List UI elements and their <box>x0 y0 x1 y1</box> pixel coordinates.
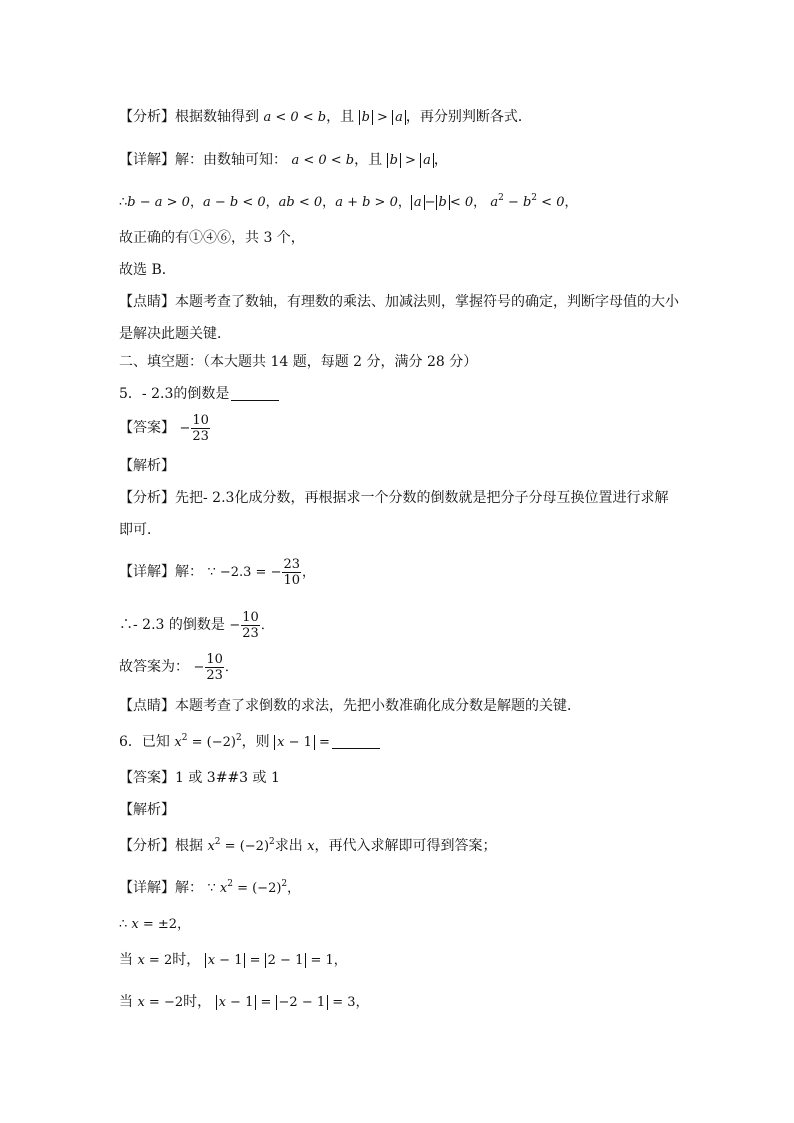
q5-analysis-text: 先把- 2.3化成分数，再根据求一个分数的倒数就是把分子分母互换位置进行求解 <box>175 490 669 506</box>
q6-x-values <box>119 914 190 935</box>
math-results: ∴b − a > 0，a − b < 0，ab < 0，a + b > 0， a − b < 0， $a^2 - b^2 < 0$， <box>119 193 578 210</box>
q5-stem <box>119 384 279 404</box>
analysis-text-b: ，且 <box>326 109 355 125</box>
p4-detail-line <box>119 150 448 171</box>
p4-results-line <box>119 192 577 213</box>
q5-stem-text: 5．- 2.3的倒数是 <box>119 386 230 402</box>
math-abs-compare: b > a <box>387 153 434 168</box>
when-text-2: 时， <box>183 994 212 1010</box>
math-var-x: x <box>307 839 315 854</box>
detail-tag: 【详解】 <box>119 880 175 896</box>
q6-stem-a: 6．已知 <box>119 734 170 750</box>
math-abs-expr: x − 1 = <box>274 735 330 750</box>
math-reciprocal: − $\frac{10}{23}$ ． <box>229 610 274 641</box>
section-header: 二、填空题：（本大题共 14 题，每题 2 分，满分 28 分） <box>119 354 478 370</box>
q5-comment-line <box>119 696 581 716</box>
answer-tag: 【答案】 <box>119 420 175 436</box>
q5-solution-tag: 【解析】 <box>119 458 175 474</box>
q5-detail-text: 解： <box>175 564 203 580</box>
q6-analysis-line <box>119 836 497 857</box>
when-text: 当 <box>119 994 133 1010</box>
p4-comment-line-2: 是解决此题关键． <box>119 326 231 342</box>
math-given: ∵ $x^2 = (-2)^2$， <box>207 879 301 896</box>
q6-answer-text: 1 或 3##3 或 1 <box>175 770 280 786</box>
analysis-text-c: ，再分别判断各式． <box>405 109 532 125</box>
when-text-2: 时， <box>172 952 201 968</box>
q5-analysis-line-2: 即可． <box>119 522 161 538</box>
q6-analysis-b: 求出 <box>274 838 303 854</box>
q5-therefore-line <box>119 610 274 641</box>
q5-final-text: 故答案为： <box>119 659 189 675</box>
when-text: 当 <box>119 952 133 968</box>
p4-choice: 故选 B． <box>119 262 176 278</box>
math-inequality: a < 0 < b <box>291 153 355 168</box>
q5-analysis-line-1 <box>119 488 668 508</box>
math-answer: − $\frac{10}{23}$ <box>179 413 209 444</box>
detail-tag: 【详解】 <box>119 564 175 580</box>
math-final: − $\frac{10}{23}$ ． <box>193 652 238 683</box>
q5-therefore-text: ∴- 2.3 的倒数是 <box>119 617 225 633</box>
math-conversion: ∵ −2.3 = − $\frac{23}{10}$ ， <box>207 557 316 588</box>
q6-detail-line <box>119 878 300 899</box>
q6-solution-tag: 【解析】 <box>119 802 175 818</box>
math-case-1-cond: x = 2 <box>137 953 173 968</box>
q5-detail-line <box>119 557 315 588</box>
math-inequality: a < 0 < b <box>263 110 327 125</box>
p4-comment-line-1 <box>119 292 679 312</box>
q6-answer-line <box>119 768 280 788</box>
q6-case-2 <box>119 992 369 1013</box>
detail-text-b: ，且 <box>354 152 383 168</box>
answer-blank <box>332 734 380 749</box>
analysis-tag: 【分析】 <box>119 838 175 854</box>
q6-stem-b: ，则 <box>241 734 270 750</box>
math-square-eq: $x^2 = (-2)^2$ <box>207 837 275 854</box>
q5-answer-line <box>119 413 211 444</box>
q6-detail-text: 解： <box>175 880 203 896</box>
answer-tag: 【答案】 <box>119 770 175 786</box>
math-square-eq: $x^2 = (-2)^2$ <box>174 733 242 750</box>
q6-analysis-c: ，再代入求解即可得到答案； <box>314 838 497 854</box>
comment-tag: 【点睛】 <box>119 294 175 310</box>
analysis-tag: 【分析】 <box>119 490 175 506</box>
math-x-values: ∴ x = ±2， <box>119 917 191 932</box>
q5-final-line <box>119 652 238 683</box>
math-case-2-cond: x = −2 <box>137 995 184 1010</box>
math-case-2: x − 1 = −2 − 1 = 3， <box>216 995 369 1010</box>
comment-tag: 【点睛】 <box>119 698 175 714</box>
q6-analysis-a: 根据 <box>175 838 203 854</box>
math-abs-compare: b > a <box>359 110 406 125</box>
detail-text-a: 解：由数轴可知： <box>175 152 287 168</box>
detail-text-c: ， <box>433 152 448 168</box>
detail-tag: 【详解】 <box>119 152 175 168</box>
p4-analysis-line <box>119 107 532 128</box>
analysis-text-a: 根据数轴得到 <box>175 109 259 125</box>
q6-stem <box>119 732 380 753</box>
q5-comment-text: 本题考查了求倒数的求法，先把小数准确化成分数是解题的关键． <box>175 698 581 714</box>
comment-text: 本题考查了数轴，有理数的乘法、加减法则，掌握符号的确定，判断字母值的大小 <box>175 294 679 310</box>
answer-blank <box>231 386 279 401</box>
p4-conclusion: 故正确的有①④⑥，共 3 个， <box>119 230 305 246</box>
analysis-tag: 【分析】 <box>119 109 175 125</box>
math-case-1: x − 1 = 2 − 1 = 1， <box>205 953 347 968</box>
q6-case-1 <box>119 950 347 971</box>
